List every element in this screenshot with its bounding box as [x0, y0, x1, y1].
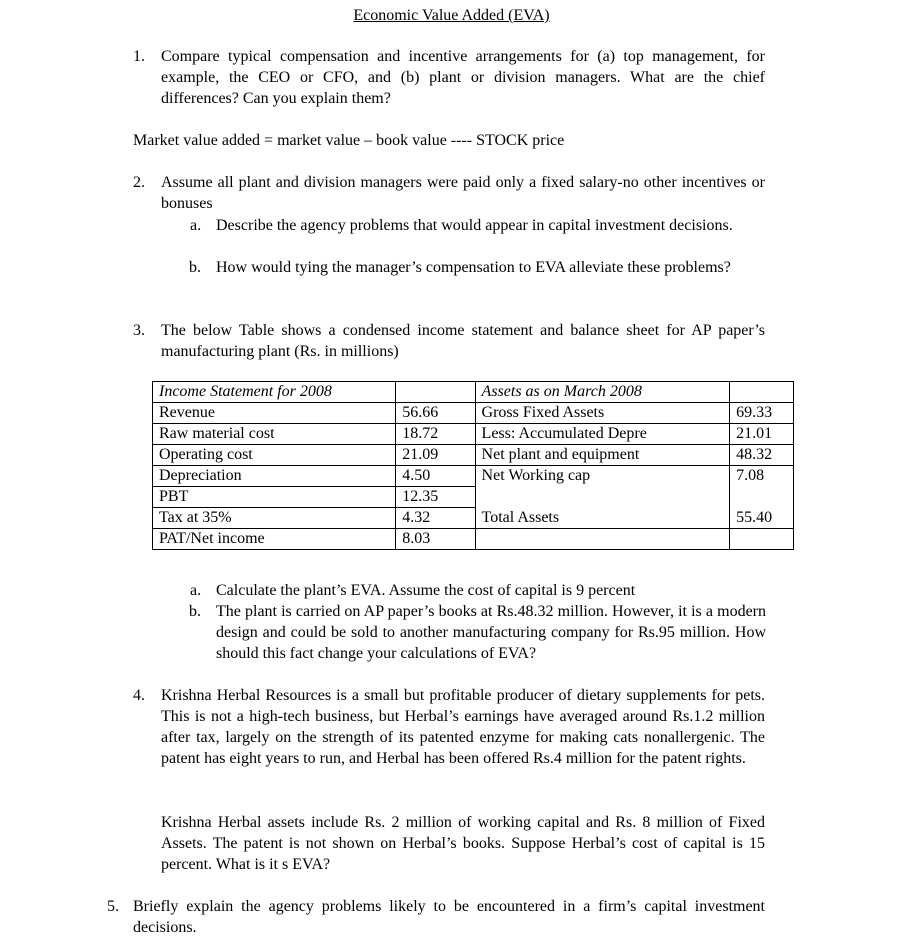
- income-value: 12.35: [396, 487, 475, 508]
- question-2-number: 2.: [133, 174, 145, 191]
- question-1-text: Compare typical compensation and incentive arrangements for (a) top management, for example, the CEO or CFO, and (b) plant or division managers. What are the chief differences? Can you explain them?: [161, 48, 765, 107]
- income-value: 4.50: [396, 466, 475, 487]
- question-4-number: 4.: [133, 687, 145, 704]
- question-2b-label: b.: [189, 259, 201, 276]
- mva-note: Market value added = market value – book value ---- STOCK price: [133, 132, 565, 149]
- assets-header: Assets as on March 2008: [475, 382, 730, 403]
- asset-label: Gross Fixed Assets: [475, 403, 730, 424]
- asset-value: 48.32: [730, 445, 794, 466]
- question-3b-text: The plant is carried on AP paper’s books at Rs.48.32 million. However, it is a modern design and could be sold to another manufacturing company for Rs.95 million. How should this fact change your calculations of EVA?: [216, 603, 766, 662]
- question-4-paragraph-1: Krishna Herbal Resources is a small but profitable producer of dietary supplements for pets. This is not a high-tech business, but Herbal’s earnings have averaged around Rs.1.2 million after tax, largely on the strength of its patented enzyme for making cats nonallergenic. The patent has eight years to run, and Herbal has been offered Rs.4 million for the patent rights.: [161, 687, 765, 767]
- asset-value: 69.33: [730, 403, 794, 424]
- table-row: [153, 508, 794, 529]
- table-header-row: [153, 382, 794, 403]
- question-3-number: 3.: [133, 322, 145, 339]
- table-row: [153, 529, 794, 550]
- income-value: 56.66: [396, 403, 475, 424]
- question-2a-label: a.: [190, 217, 202, 234]
- page-title: Economic Value Added (EVA): [353, 7, 550, 24]
- table-row: [153, 403, 794, 424]
- question-3-text: The below Table shows a condensed income statement and balance sheet for AP paper’s manufacturing plant (Rs. in millions): [161, 322, 765, 360]
- table-row: [153, 445, 794, 466]
- table-row: [153, 487, 794, 508]
- income-value: 21.09: [396, 445, 475, 466]
- asset-label: Net Working cap: [475, 466, 730, 487]
- question-5-number: 5.: [107, 898, 119, 915]
- asset-label: Less: Accumulated Depre: [475, 424, 730, 445]
- income-value: 4.32: [396, 508, 475, 529]
- income-label: PBT: [153, 487, 396, 508]
- asset-value: 7.08: [730, 466, 794, 487]
- question-3b-label: b.: [189, 603, 201, 620]
- income-label: Raw material cost: [153, 424, 396, 445]
- question-1-number: 1.: [133, 48, 145, 65]
- income-value: 8.03: [396, 529, 475, 550]
- income-label: Operating cost: [153, 445, 396, 466]
- table-cell: [730, 382, 794, 403]
- question-2-text: Assume all plant and division managers were paid only a fixed salary-no other incentives or bonuses: [161, 174, 765, 212]
- income-value: 18.72: [396, 424, 475, 445]
- income-statement-header: Income Statement for 2008: [153, 382, 396, 403]
- question-5-text: Briefly explain the agency problems likely to be encountered in a firm’s capital investment decisions.: [133, 898, 765, 936]
- financial-table: [152, 381, 794, 550]
- asset-value: 21.01: [730, 424, 794, 445]
- income-label: Depreciation: [153, 466, 396, 487]
- question-2a-text: Describe the agency problems that would appear in capital investment decisions.: [216, 217, 733, 234]
- asset-value: [730, 487, 794, 508]
- question-4-paragraph-2: Krishna Herbal assets include Rs. 2 million of working capital and Rs. 8 million of Fixed Assets. The patent is not shown on Herbal’s books. Suppose Herbal’s cost of capital is 15 percent. What is it s EVA?: [161, 814, 765, 873]
- question-2b-text: How would tying the manager’s compensation to EVA alleviate these problems?: [216, 259, 731, 276]
- income-label: Revenue: [153, 403, 396, 424]
- question-3a-label: a.: [190, 582, 202, 599]
- asset-label: [475, 487, 730, 508]
- table-row: [153, 424, 794, 445]
- income-label: Tax at 35%: [153, 508, 396, 529]
- asset-label: Net plant and equipment: [475, 445, 730, 466]
- asset-value: 55.40: [730, 508, 794, 529]
- asset-value: [730, 529, 794, 550]
- asset-label: Total Assets: [475, 508, 730, 529]
- income-label: PAT/Net income: [153, 529, 396, 550]
- asset-label: [475, 529, 730, 550]
- table-cell: [396, 382, 475, 403]
- question-3a-text: Calculate the plant’s EVA. Assume the cost of capital is 9 percent: [216, 582, 636, 599]
- table-row: [153, 466, 794, 487]
